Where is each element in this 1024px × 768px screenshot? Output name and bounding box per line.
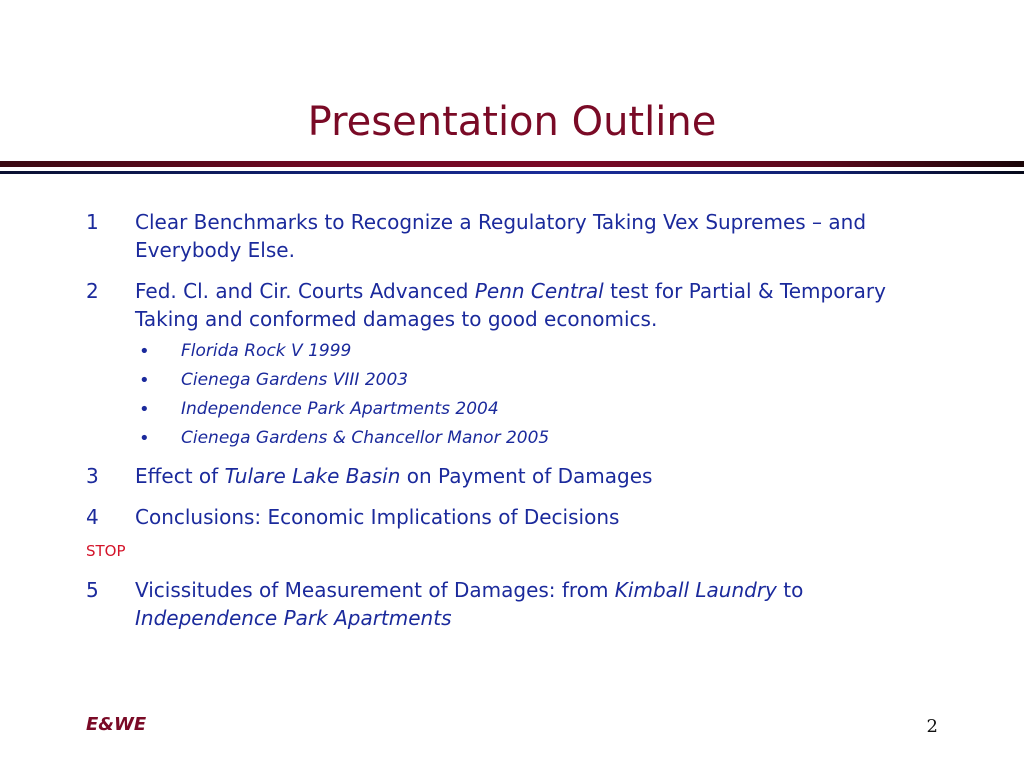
bullet-icon: • <box>139 399 150 420</box>
outline-list <box>86 208 926 645</box>
outline-item-text: Conclusions: Economic Implications of Decisions <box>135 505 620 529</box>
case-name-penn-central: Penn Central <box>474 279 604 303</box>
bullet-icon: • <box>139 341 150 362</box>
outline-item-number: 3 <box>86 464 99 488</box>
case-list-item <box>86 366 926 395</box>
case-name-independence-park: Independence Park Apartments <box>135 606 452 630</box>
stop-marker: STOP <box>86 542 126 560</box>
outline-item-number: 1 <box>86 210 99 234</box>
case-name-kimball-laundry: Kimball Laundry <box>614 578 777 602</box>
title-divider-blue <box>0 171 1024 174</box>
outline-item-text-middle: to <box>776 578 804 602</box>
title-divider-maroon <box>0 161 1024 167</box>
bullet-icon: • <box>139 428 150 449</box>
outline-item-text-start: Fed. Cl. and Cir. Courts Advanced <box>135 279 475 303</box>
outline-item-4 <box>86 503 926 531</box>
outline-item-text: Clear Benchmarks to Recognize a Regulatory Taking Vex Supremes – and Everybody Else. <box>135 210 867 262</box>
outline-item-3 <box>86 462 926 490</box>
case-sublist <box>86 337 926 453</box>
case-list-item <box>86 337 926 366</box>
case-list-item <box>86 424 926 453</box>
case-list-item-text: Cienega Gardens & Chancellor Manor 2005 <box>181 428 550 448</box>
case-list-item <box>86 395 926 424</box>
case-list-item-text: Florida Rock V 1999 <box>181 341 352 361</box>
outline-item-number: 2 <box>86 279 99 303</box>
bullet-icon: • <box>139 370 150 391</box>
outline-item-text-end: on Payment of Damages <box>400 464 653 488</box>
case-list-item-text: Cienega Gardens VIII 2003 <box>181 370 409 390</box>
outline-item-text-start: Effect of <box>135 464 225 488</box>
outline-item-text-start: Vicissitudes of Measurement of Damages: from <box>135 578 615 602</box>
outline-item-text-end: test for Partial & Temporary Taking and conformed damages to good economics. <box>135 279 886 331</box>
case-name-tulare-lake-basin: Tulare Lake Basin <box>224 464 401 488</box>
footer-brand: E&WE <box>86 714 147 735</box>
outline-item-number: 5 <box>86 578 99 602</box>
outline-item-number: 4 <box>86 505 99 529</box>
case-list-item-text: Independence Park Apartments 2004 <box>181 399 499 419</box>
slide-title: Presentation Outline <box>307 99 717 145</box>
outline-item-1 <box>86 208 926 264</box>
outline-item-2 <box>86 277 926 333</box>
outline-item-5 <box>86 576 926 632</box>
page-number: 2 <box>926 716 938 737</box>
